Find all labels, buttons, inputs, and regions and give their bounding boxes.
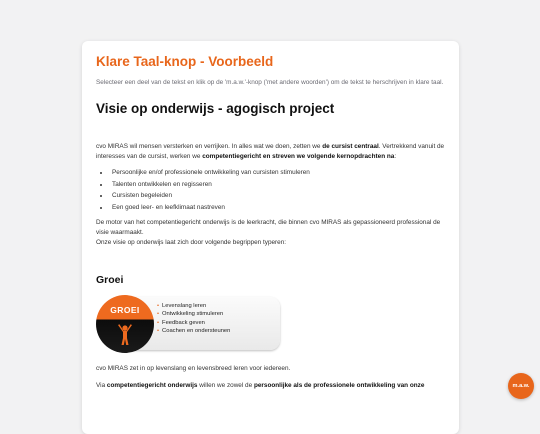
person-arms-up-icon bbox=[117, 324, 133, 346]
section-title-groei[interactable]: Groei bbox=[96, 274, 124, 286]
groei-graphic-item: • Coachen en ondersteunen bbox=[157, 327, 230, 335]
list-item[interactable]: • Een goed leer- en leefklimaat nastreven bbox=[110, 202, 445, 214]
list-item[interactable]: • Talenten ontwikkelen en regisseren bbox=[110, 179, 445, 191]
paragraph-competentiegericht[interactable]: Via competentiegericht onderwijs willen we zowel de persoonlijke als de professionele ontwikkeling van onze bbox=[96, 382, 425, 389]
kernopdrachten-list[interactable] bbox=[96, 167, 445, 213]
paragraph-levenslang[interactable]: cvo MIRAS zet in op levenslang en levensbreed leren voor iedereen. bbox=[96, 365, 291, 372]
list-item[interactable]: • Cursisten begeleiden bbox=[110, 190, 445, 202]
app-title: Klare Taal-knop - Voorbeeld bbox=[96, 54, 274, 69]
groei-badge-label: GROEI bbox=[110, 305, 140, 315]
groei-graphic-list bbox=[157, 302, 230, 335]
groei-graphic-item: • Levenslang leren bbox=[157, 302, 230, 310]
content-card bbox=[82, 41, 459, 434]
paragraph-visie[interactable]: Onze visie op onderwijs laat zich door volgende begrippen typeren: bbox=[96, 239, 287, 246]
paragraph-motor[interactable]: De motor van het competentiegericht onderwijs is de leerkracht, die binnen cvo MIRAS als gepassioneerd professional de visie waarmaakt. bbox=[96, 219, 441, 236]
instructions-text: Selecteer een deel van de tekst en klik op de 'm.a.w.'-knop ('met andere woorden') om de tekst te herschrijven in klare taal. bbox=[96, 79, 444, 86]
maw-rewrite-button[interactable]: m.a.w. bbox=[508, 373, 534, 399]
groei-graphic-item: • Ontwikkeling stimuleren bbox=[157, 310, 230, 318]
groei-graphic-item: • Feedback geven bbox=[157, 319, 230, 327]
list-item[interactable]: • Persoonlijke en/of professionele ontwikkeling van cursisten stimuleren bbox=[110, 167, 445, 179]
paragraph-intro[interactable]: cvo MIRAS wil mensen versterken en verrijken. In alles wat we doen, zetten we de cursist centraal. Vertrekkend vanuit de interesses van de cursist, werken we competentiegericht en streven we volgende kernopdrachten na: bbox=[96, 143, 445, 160]
groei-graphic bbox=[96, 295, 282, 353]
groei-badge bbox=[96, 295, 154, 353]
editable-document[interactable] bbox=[96, 101, 445, 391]
document-title[interactable]: Visie op onderwijs - agogisch project bbox=[96, 101, 335, 116]
